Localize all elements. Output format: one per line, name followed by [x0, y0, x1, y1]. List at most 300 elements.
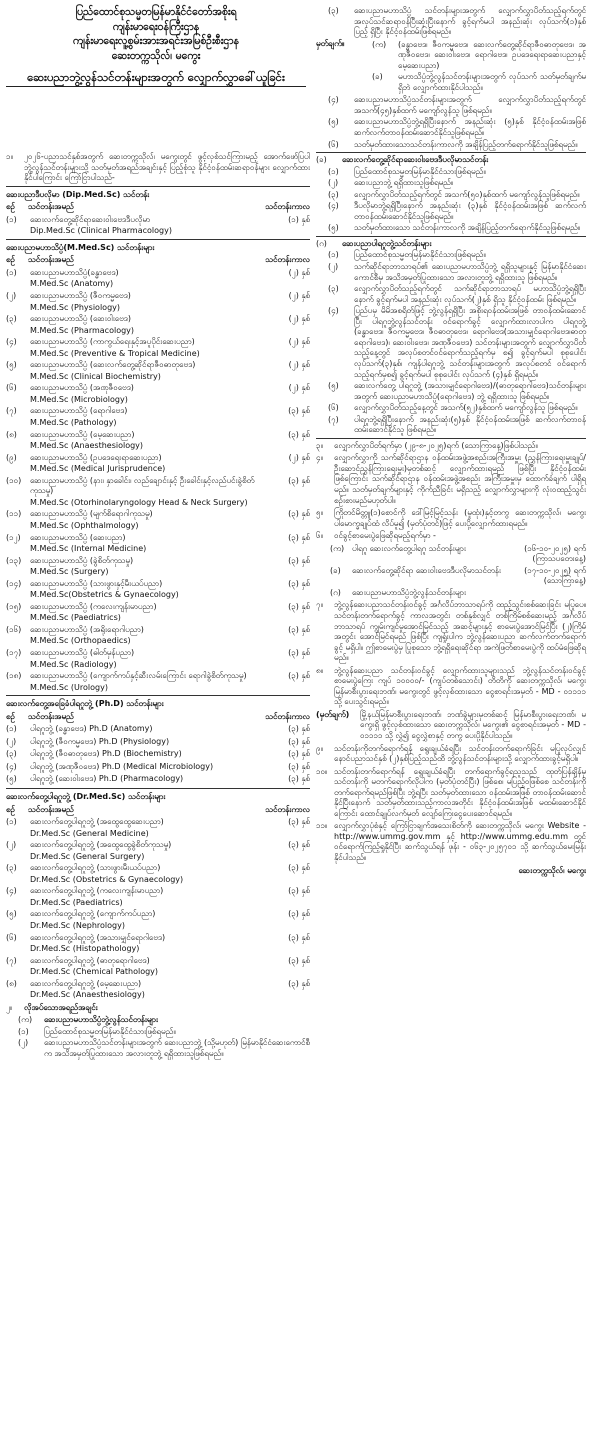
schedule-date: (၁၆-၁၀-၂၀၂၅) ရက် (ကြာသပတေးနေ့) [524, 543, 586, 564]
requirement-item [6, 1027, 310, 1038]
requirement-text: လျှောက်လွှာပိတ်သည့်နေ့တွင် အသက်(၅၂)နှစ်ထက် မကျော်လွန်သူ ဖြစ်ရမည်။ [354, 403, 578, 413]
course-duration: (၂) နှစ် [288, 383, 310, 393]
paragraph-number: ၇။ [316, 600, 323, 610]
course-name: ဆေးပညာမဟာသိပ္ပံ (မေ့ဆေးပညာ) [30, 429, 135, 439]
course-number: (၇) [6, 955, 17, 965]
requirement-number: (၃) [328, 284, 339, 294]
requirement-item [6, 1038, 310, 1059]
course-english-name: Dr.Med.Sc (General Medicine) [30, 828, 149, 838]
requirement-text: လျှောက်လွှာပိတ်သည့်ရက်တွင် သက်ဆိုင်ရာဘာသာရပ် မဟာသိပ္ပံဘွဲ့ရရှိပြီးနောက် ခွင့်ရက်မပါ အနည်းဆုံး လုပ်သက်(၂)နှစ် ရှိသူ နိုင်ငံ့ဝန်ထမ်း ဖြစ်ရမည်။ [354, 284, 586, 304]
requirement-section-heading [316, 155, 586, 166]
requirements-number: ၂။ [6, 1002, 13, 1012]
course-row [6, 405, 310, 418]
requirement-number: (က) [372, 39, 387, 49]
col-no-header: စဉ် [6, 255, 15, 265]
left-column [6, 150, 310, 1061]
requirement-number: (၂) [328, 178, 339, 188]
course-row [6, 313, 310, 326]
requirement-item [316, 381, 586, 402]
requirement-item [316, 415, 586, 436]
numbered-paragraph [316, 821, 586, 863]
requirement-number: (၅) [328, 223, 339, 233]
paragraph-number: ၁၁။ [316, 821, 328, 831]
numbered-paragraph [316, 453, 586, 506]
course-number: (၃) [6, 863, 17, 873]
paragraph-number: ၉။ [316, 743, 323, 753]
course-row [6, 290, 310, 303]
bank-note [316, 710, 586, 742]
requirements-heading [6, 1003, 310, 1014]
requirement-number: (၂) [18, 1038, 29, 1048]
course-name: ဆေးလက်တွေ့ပါရဂူဘွဲ့ (အသားမျှင်ရောဂါဗေဒ) [30, 932, 166, 942]
requirement-number: (၆) [328, 139, 339, 149]
section-letter: (ဂ) [316, 238, 327, 248]
course-number: (၁၅) [6, 601, 22, 611]
course-row [6, 578, 310, 591]
paragraph-number: ၅။ [316, 508, 323, 518]
course-number: (၂) [6, 840, 17, 850]
section-divider [316, 152, 586, 153]
course-number: (၉) [6, 452, 17, 462]
intro-text: ၂၀၂၆-ပညာသင်နှစ်အတွက် ဆေးတက္ကသိုလ်၊ မကွေးတွင် ဖွင့်လှစ်သင်ကြားမည့် အောက်ဖော်ပြပါ ဘွဲ့လွန်သင်တန်းများသို့ သတ်မှတ်အရည်အချင်းနှင့် ပြည့်စုံသူ နိုင်ငံ့ဝန်ထမ်းဆရာဝန်များ လျှောက်ထားနိုင်ပါကြောင်း ကြော်ငြာပါသည်- [24, 152, 310, 183]
course-row [6, 475, 310, 498]
course-name: ဆေးလက်တွေ့ပါရဂူဘွဲ့ (အထွေထွေခွဲစိတ်ကုသမှု) [30, 840, 172, 850]
requirement-text: သက်ဆိုင်ရာဘာသာရပ်၏ ဆေးပညာမဟာသိပ္ပံဘွဲ့ ရရှိသူများနှင့် မြန်မာနိုင်ငံဆေးကောင်စီမှ အသိအမှတ်ပြုထားသော အလားတူဘွဲ့ ရရှိထားသူ ဖြစ်ရမည်။ [354, 262, 586, 282]
course-duration: (၁) နှစ် [288, 214, 310, 224]
course-row [6, 555, 310, 568]
requirement-number: (၅) [328, 117, 339, 127]
course-row [6, 885, 310, 898]
intro-number: ၁။ [6, 152, 13, 161]
requirement-item [316, 403, 586, 414]
course-duration: (၃) နှစ် [288, 647, 310, 657]
course-name: ဆေးပညာမဟာသိပ္ပံ (အဏုဇီဝဗေဒ) [30, 383, 134, 393]
requirement-item [316, 223, 586, 234]
course-number: (၁) [6, 724, 17, 734]
issuer-signature: ဆေးတက္ကသိုလ်၊ မကွေး [518, 865, 586, 875]
requirement-number: (၃) [328, 6, 339, 15]
section-title: ဆေးလက်တွေ့ဆိုင်ရာဆေးဝါးဗေဒဒီပလိုမာသင်တန်း [342, 155, 489, 165]
col-name-header: သင်တန်းအမည် [28, 804, 74, 814]
col-no-header: စဉ် [6, 804, 15, 814]
course-row [6, 816, 310, 829]
course-number: (၇) [6, 406, 17, 416]
course-number: (၄) [6, 886, 17, 896]
paragraph-number: ၁၀။ [316, 766, 328, 776]
requirement-item [316, 178, 586, 189]
requirement-text: ဆေးပညာဘွဲ့ ရရှိထားသူဖြစ်ရမည်။ [354, 178, 454, 188]
course-number: (၁၀) [6, 475, 22, 485]
course-duration: (၂) နှစ် [288, 337, 310, 347]
course-duration: (၃) နှစ် [288, 978, 310, 988]
requirement-number: (၁) [328, 166, 339, 176]
requirement-number: (၄) [328, 201, 339, 211]
requirement-number: (၁) [328, 250, 339, 260]
requirement-item [316, 190, 586, 201]
course-duration: (၃) နှစ် [288, 555, 310, 565]
course-row [6, 748, 310, 761]
course-duration: (၃) နှစ် [288, 429, 310, 439]
course-duration: (၃) နှစ် [288, 932, 310, 942]
course-number: (၅) [6, 774, 17, 784]
course-duration: (၃) နှစ် [288, 736, 310, 746]
course-english-name: Dr.Med.Sc (Anaesthesiology) [30, 990, 145, 1000]
requirement-item [316, 250, 586, 261]
course-name: ပါရဂူဘွဲ့ (ဇီဝကမ္မဗေဒ) Ph.D (Physiology) [30, 736, 170, 746]
section-title: ဆေးပညာပါရဂူဘွဲ့သင်တန်းများ [342, 238, 432, 248]
requirements-sub-heading [6, 1015, 310, 1026]
drmedsc-section-title: ဆေးလက်တွေ့ပါရဂူဘွဲ့ (Dr.Med.Sc) သင်တန်းများ [6, 791, 166, 801]
course-duration: (၃) နှစ် [288, 532, 310, 542]
course-number: (၆) [6, 383, 17, 393]
course-number: (၈) [6, 978, 17, 988]
requirement-text: သတ်မှတ်ထားသောသင်တန်းကာလကို အချိန်ပြည့်တက်ရောက်နိုင်သူဖြစ်ရမည်။ [354, 139, 578, 149]
course-name: ဆေးပညာမဟာသိပ္ပံ (သားဖွားနှင့်မီးယပ်ပညာ) [30, 578, 163, 588]
course-duration: (၃) နှစ် [288, 886, 310, 896]
header-line-2: ကျန်းမာရေးဝန်ကြီးဌာန [112, 20, 200, 33]
schedule-label: ဆေးလက်တွေ့ဆိုင်ရာ ဆေးဝါးဗေဒဒီပလိုမာသင်တန်း [352, 565, 501, 575]
course-english-name: M.Med.Sc (Surgery) [30, 567, 109, 577]
paragraph-text: လျှောက်လွှာပိတ်ရက်မှာ (၂၉-၈-၂၀၂၅)ရက် (သောကြာနေ့)ဖြစ်ပါသည်။ [334, 440, 538, 450]
course-english-name: M.Med.Sc (Pathology) [30, 418, 117, 428]
course-english-name: M.Med.Sc (Ophthalmology) [30, 520, 139, 530]
requirement-text: ဆေးပညာမဟာသိပ္ပံဘွဲ့ရရှိပြီးနောက် အနည်းဆုံး (၅)နှစ် နိုင်ငံ့ဝန်ထမ်းအဖြစ် ဆက်လက်တာဝန်ထမ်းဆောင်နိုင်သူဖြစ်ရမည်။ [354, 117, 586, 138]
course-duration: (၃) နှစ် [288, 671, 310, 681]
schedule-label: ပါရဂူ ဆေးလက်တွေ့ပါရဂူ သင်တန်းများ [352, 543, 466, 553]
requirement-item [316, 117, 586, 138]
requirement-text: ပြည်ထောင်စုသမ္မတမြန်မာနိုင်ငံသားဖြစ်ရမည်။ [354, 250, 486, 260]
section-divider [6, 186, 310, 187]
course-name: ဆေးလက်တွေ့ပါရဂူဘွဲ့ (သားဖွားမီးယပ်ပညာ) [30, 863, 161, 873]
requirement-item [316, 6, 586, 38]
exam-schedule-heading [316, 531, 586, 542]
course-name: ဆေးပညာမဟာသိပ္ပံ (ကလေးကျန်းမာပညာ) [30, 601, 157, 611]
course-number: (၄) [6, 337, 17, 347]
course-english-name: M.Med.Sc (Otorhinolaryngology Head & Neck Surgery) [30, 497, 248, 507]
course-row [6, 336, 310, 349]
drmedsc-table-header [6, 804, 310, 817]
course-name: ဆေးပညာမဟာသိပ္ပံ (ကာကွယ်ရေးနှင့်အပူပိုင်းဆေးပညာ) [30, 337, 195, 347]
course-name: ဆေးပညာမဟာသိပ္ပံ (ဆေးဝါးဗေဒ) [30, 314, 131, 324]
course-english-name: M.Med.Sc (Physiology) [30, 302, 120, 312]
requirement-number: (၇) [328, 414, 339, 424]
course-english-name: M.Med.Sc(Obstetrics & Gynaecology) [30, 590, 179, 600]
schedule-title: ဝင်ခွင့်စာမေးပွဲဖြေဆိုရမည့်ရက်မှာ - [334, 531, 436, 541]
schedule-letter: (ဂ) [330, 587, 341, 597]
requirement-item [316, 262, 586, 283]
course-duration: (၂) နှစ် [288, 314, 310, 324]
course-duration: (၃) နှစ် [288, 509, 310, 519]
course-english-name: Dr.Med.Sc (Nephrology) [30, 921, 125, 930]
course-english-name: M.Med.Sc (Preventive & Tropical Medicine) [30, 348, 200, 358]
course-number: (၁၈) [6, 671, 22, 681]
note-label: (မှတ်ချက်) [316, 709, 350, 719]
course-row [6, 267, 310, 280]
course-duration: (၃) နှစ် [288, 749, 310, 759]
numbered-paragraph [316, 767, 586, 820]
requirement-number: (၆) [328, 403, 339, 413]
course-duration: (၂) နှစ် [288, 291, 310, 301]
schedule-letter: (က) [330, 543, 345, 553]
course-number: (၁၇) [6, 647, 22, 657]
note-block [316, 39, 586, 95]
paragraph-number: ၆။ [316, 531, 323, 541]
course-number: (၁၁) [6, 509, 22, 519]
phd-section-title: ဆေးလက်တွေ့အခြေခံပါရဂူဘွဲ့ (Ph.D) သင်တန်းများ [6, 699, 164, 709]
course-duration: (၂) နှစ် [288, 267, 310, 277]
requirement-text: ဆေးလက်တွေ့ ပါရဂူဘွဲ့ (အသားမျှင်ရောဂါဗေဒ)/(ဓာတုရောဂါဗေဒ)သင်တန်းများအတွက် ဆေးပညာမဟာသိပ္ပံ(ရောဂါဗေဒ) ဘွဲ့ ရရှိထားသူ ဖြစ်ရမည်။ [354, 381, 586, 401]
course-name: ဆေးပညာမဟာသိပ္ပံ(ခန္ဓာဗေဒ) [30, 267, 119, 277]
course-number: (၅) [6, 360, 17, 370]
col-duration-header: သင်တန်းကာလ [265, 255, 310, 265]
course-name: ဆေးလက်တွေ့ပါရဂူဘွဲ့ (မေ့ဆေးပညာ) [30, 978, 142, 988]
requirement-text: ဒီပလိုမာဘွဲ့ရရှိပြီးနောက် အနည်းဆုံး (၃)နှစ် နိုင်ငံ့ဝန်ထမ်းအဖြစ် ဆက်လက်တာဝန်ထမ်းဆောင်နိုင်သူဖြစ်ရမည်။ [354, 201, 586, 221]
course-english-name: M.Med.Sc (Medical Jurisprudence) [30, 464, 166, 474]
course-row [6, 862, 310, 875]
exam-schedule-row [316, 588, 586, 599]
course-row [6, 908, 310, 921]
course-row [6, 382, 310, 395]
course-name: ဆေးလက်တွေ့ပါရဂူဘွဲ့ (ဓာတုရောဂါဗေဒ) [30, 955, 150, 965]
note-text: မြို့နယ်မြန်မာစီးပွားရေးဘဏ်၊ ဘဏ်ခွဲများမှတစ်ဆင့် မြန်မာစီးပွားရေးဘဏ်၊ မကွေးရှိ ဖွင့်လှစ်ထားသော ဆေးတက္ကသိုလ်၊ မကွေး၏ ငွေစာရင်းအမှတ် - MD - ၀၁၁၁၁ သို့ လွှဲ၍ ငွေလွှဲစာနှင့် တကွ ပေးပို့နိုင်ပါသည်။ [360, 709, 586, 740]
course-row [6, 647, 310, 660]
course-row [6, 452, 310, 465]
requirement-item [360, 40, 586, 72]
course-row [6, 624, 310, 637]
sub-heading-title: ဆေးပညာမဟာသိပ္ပံဘွဲ့လွန်သင်တန်းများ [44, 1015, 158, 1025]
paragraph-text: ဘွဲ့လွန်ဆေးပညာသင်တန်းဝင်ခွင့် အင်္ဂလိပ်ဘာသာရပ်ကို ထည့်သွင်းစစ်ဆေးခြင်း မပြုပေ။ သင်တန်းတက်ရောက်ခွင့် ကာလအတွင်း တစ်နှစ်လျှင် တစ်ကြိမ်စစ်ဆေးမည့် အင်္ဂလိပ်ဘာသာရပ် ကျွမ်းကျင်မှုအောင်မြင်သည့် အဆင့်များနှင့် စာမေးပွဲအောင်မြင်ပြီး (၂)ကြိမ်အတွင်း အောင်မြင်ရမည် ဖြစ်ပြီး ကျရှုံးပါက ဘွဲ့လွန်ဆေးပညာ ဆက်လက်တက်ရောက်ခွင့် မရှိပါ။ ဤစာမေးပွဲမှ ပြုစုသော ဘွဲ့ရရှိရေးဆိုင်ရာ အကဲဖြတ်စာမေးပွဲကို ထပ်မံဖြေဆိုရမည်။ [334, 600, 586, 663]
requirement-item [316, 140, 586, 151]
course-duration: (၃) နှစ် [288, 840, 310, 850]
course-name: ဆေးလက်တွေ့ပါရဂူဘွဲ့ (အထွေထွေဆေးပညာ) [30, 817, 164, 827]
course-row [6, 932, 310, 945]
course-row [6, 978, 310, 991]
course-number: (၂) [6, 291, 17, 301]
course-row [6, 670, 310, 683]
requirement-text: ပြည်ထောင်စုသမ္မတမြန်မာနိုင်ငံသားဖြစ်ရမည်။ [354, 166, 486, 176]
course-english-name: M.Med.Sc (Orthopaedics) [30, 636, 131, 646]
course-name: ဆေးပညာမဟာသိပ္ပံ (ခွဲစိတ်ကုသမှု) [30, 555, 134, 565]
col-name-header: သင်တန်းအမည် [28, 255, 74, 265]
requirement-number: (၂) [328, 262, 339, 272]
numbered-paragraph [316, 666, 586, 708]
course-duration: (၃) နှစ် [288, 955, 310, 965]
requirement-item [316, 201, 586, 222]
requirements-title: လိုအပ်သောအရည်အချင်း [24, 1002, 98, 1012]
requirement-text: ပြည်ထောင်စုသမ္မတမြန်မာနိုင်ငံသားဖြစ်ရမည်။ [44, 1026, 176, 1036]
requirement-text: (ခန္ဓာဗေဒ၊ ဇီဝကမ္မဗေဒ၊ ဆေးလက်တွေ့ဆိုင်ရာဇီဝဓာတုဗေဒ၊ အဏုဇီဝဗေဒ၊ ဆေးဝါးဗေဒ၊ ရောဂါဗေဒ၊ ဥပဒေရေးရာဆေးပညာနှင့် မေ့ဆေးပညာ) [398, 39, 586, 70]
course-english-name: M.Med.Sc (Paediatrics) [30, 613, 121, 623]
exam-schedule-row [316, 544, 586, 565]
sub-heading-letter: (က) [18, 1015, 33, 1025]
course-row [6, 214, 310, 227]
requirement-text: ပါရဂူဘွဲ့ရရှိပြီးနောက် အနည်းဆုံး(၅)နှစ် နိုင်ငံ့ဝန်ထမ်းအဖြစ် ဆက်လက်တာဝန်ထမ်းဆောင်နိုင်သူ ဖြစ်ရမည်။ [354, 414, 586, 435]
course-number: (၁၃) [6, 555, 22, 565]
header-line-4: ဆေးတက္ကသိုလ်၊ မကွေး [111, 50, 201, 63]
dip-section-title: ဆေးပညာဒီပလိုမာ (Dip.Med.Sc) သင်တန်း [6, 189, 150, 199]
phd-table-header [6, 711, 310, 724]
course-duration: (၃) နှစ် [288, 578, 310, 588]
course-number: (၄) [6, 761, 17, 771]
requirement-text: မဟာသိပ္ပံဘွဲ့လွန်သင်တန်းများအတွက် လုပ်သက် သတ်မှတ်ချက်မရှိဘဲ လျှောက်ထားနိုင်ပါသည်။ [398, 72, 586, 92]
course-row [6, 532, 310, 545]
course-row [6, 839, 310, 852]
requirement-number: (ခ) [372, 72, 383, 82]
header-line-1: ပြည်ထောင်စုသမ္မတမြန်မာနိုင်ငံတော်အစိုးရ [75, 6, 237, 18]
course-english-name: M.Med.Sc (Clinical Biochemistry) [30, 371, 161, 381]
requirement-item [316, 95, 586, 116]
course-english-name: M.Med.Sc (Internal Medicine) [30, 544, 147, 554]
course-name: ဆေးပညာမဟာသိပ္ပံ (ဓါတ်မှန်ပညာ) [30, 647, 135, 657]
requirement-text: ပြည်ပမှ မိမိအစရိတ်ဖြင့် ဘွဲ့လွန်ရရှိပြီး အစိုးရဝန်ထမ်းအဖြစ် တာဝန်ထမ်းဆောင်ပြီး ပါရဂူဘွဲ့လွန်သင်တန်း ဝင်ရောက်ခွင့် လျှောက်ထားလာပါက ပါရဂူဘွဲ့ (ခန္ဓာဗေဒ၊ ဇီဝကမ္မဗေဒ၊ ဇီဝဓာတုဗေဒ၊ ရောဂါဗေဒ(အသားမျှင်ရောဂါဗေဒ၊ဓာတုရောဂါဗေဒ)၊ ဆေးဝါးဗေဒ၊ အဏုဇီဝဗေဒ) သင်တန်းများအတွက် လျှောက်လွှာပိတ်သည့်နေ့တွင် အလုပ်စတင်ဝင်ရောက်သည့်ရက်မှ စ၍ ခွင့်ရက်မပါ စုစုပေါင်း လုပ်သက်(၃)နှစ်၊ ကျန်ပါရဂူဘွဲ့ သင်တန်းများအတွက် အလုပ်စတင် ဝင်ရောက်သည့်ရက်မှစ၍ ခွင့်ရက်မပါ စုစုပေါင်း လုပ်သက် (၄)နှစ် ရှိရမည်။ [354, 306, 586, 379]
course-name: ဆေးပညာမဟာသိပ္ပံ (ဥပဒေရေးရာဆေးပညာ) [30, 452, 162, 462]
course-duration: (၃) နှစ် [288, 601, 310, 611]
course-number: (၈) [6, 429, 17, 439]
course-name: ဆေးပညာမဟာသိပ္ပံ (နား၊ နှာခေါင်း၊ လည်ချောင်းနှင့် ဦးခေါင်းနှင့်လည်ပင်းခွဲစိတ်ကုသမှု) [30, 475, 255, 496]
col-no-header: စဉ် [6, 202, 15, 212]
course-number: (၃) [6, 749, 17, 759]
course-duration: (၃) နှစ် [288, 863, 310, 873]
course-name: ဆေးလက်တွေ့ဆိုင်ရာဆေးဝါးဗေဒဒီပလိုမာ [30, 214, 151, 224]
paragraph-number: ၄။ [316, 453, 323, 463]
course-name: ဆေးပညာမဟာသိပ္ပံ (ဆေးပညာ) [30, 532, 126, 542]
document-header [6, 5, 306, 87]
course-duration: (၃) နှစ် [288, 475, 310, 485]
course-name: ဆေးပညာမဟာသိပ္ပံ (အရိုးရောဂါပညာ) [30, 624, 144, 634]
course-row [6, 429, 310, 442]
paragraph-text: ကြိုတင်မိတ္တူ(၁)စောင်ကို ဒေါ်မြင့်မြင့်သန်း (မှုထုံး)နှင့်တကွ ဆေးတက္ကသိုလ်၊ မကွေး ပါမောက္ခချုပ်ထံ လိပ်မူ၍ (မှတ်ပုံတင်)ဖြင့် ပေးပို့လျှောက်ထားရမည်။ [334, 508, 586, 528]
course-english-name: M.Med.Sc (Microbiology) [30, 394, 128, 404]
course-row [6, 359, 310, 372]
title-underline [6, 86, 306, 87]
course-number: (၃) [6, 314, 17, 324]
dip-table-header [6, 201, 310, 214]
course-english-name: Dr.Med.Sc (Histopathology) [30, 944, 140, 954]
schedule-date [504, 588, 586, 599]
mmedsc-section-title: ဆေးပညာမဟာသိပ္ပံ(M.Med.Sc) သင်တန်းများ [6, 242, 155, 252]
course-row [6, 508, 310, 521]
section-divider [316, 438, 586, 439]
course-number: (၆) [6, 932, 17, 942]
course-row [6, 723, 310, 736]
requirement-number: (၄) [328, 95, 339, 105]
course-duration: (၃) နှစ် [288, 406, 310, 416]
paragraph-number: ၈။ [316, 665, 323, 675]
course-number: (၁) [6, 214, 17, 224]
section-letter: (ခ) [316, 155, 327, 165]
requirement-item [360, 72, 586, 93]
course-number: (၁၆) [6, 624, 22, 634]
paragraph-text: ဘွဲ့လွန်ဆေးပညာ သင်တန်းဝင်ခွင့် လျှောက်ထားသူများသည် ဘွဲ့လွန်သင်တန်းဝင်ခွင့် စာမေးပွဲကြေး ကျပ် ၁၀၀၀၀/- (ကျပ်တစ်သောင်း) တိတိကို ဆေးတက္ကသိုလ်၊ မကွေးမြန်မာစီးပွားရေးဘဏ်၊ မကွေးတွင် ဖွင့်လှစ်ထားသော ငွေစာရင်းအမှတ် - MD - ၀၁၁၁၁ သို့ ပေးသွင်းရမည်။ [334, 665, 586, 707]
course-number: (၁) [6, 817, 17, 827]
course-number: (၁) [6, 267, 17, 277]
course-number: (၂) [6, 736, 17, 746]
requirement-item [316, 306, 586, 380]
course-name: ဆေးလက်တွေ့ပါရဂူဘွဲ့ (ကျောက်ကပ်ပညာ) [30, 909, 156, 919]
requirement-text: ဆေးပညာမဟာသိပ္ပံသင်တန်းများအတွက် လျှောက်လွှာပိတ်သည့်ရက်တွင် အသက်(၄၅)နှစ်ထက် မကျော်လွန်သူ ဖြစ်ရမည်။ [354, 95, 586, 115]
course-row [6, 601, 310, 614]
schedule-letter: (ခ) [330, 565, 341, 575]
course-english-name: M.Med.Sc (Pharmacology) [30, 325, 135, 335]
requirement-item [316, 284, 586, 305]
numbered-paragraph [316, 744, 586, 765]
requirement-text: လျှောက်လွှာပိတ်သည့်ရက်တွင် အသက်(၅၀)နှစ်ထက် မကျော်လွန်သူဖြစ်ရမည်။ [354, 189, 580, 199]
section-divider [316, 236, 586, 237]
course-name: ပါရဂူဘွဲ့ (ဇီဝဓာတုဗေဒ) Ph.D (Biochemistry) [30, 749, 182, 759]
course-number: (၅) [6, 909, 17, 919]
course-duration: (၃) နှစ် [288, 774, 310, 784]
numbered-paragraph [316, 441, 586, 452]
paragraph-text: လျှောက်လွှာကို သက်ဆိုင်ရာဌာန ဝန်ထမ်းအဖွဲ့အစည်းအကြီးအမှူး (ညွှန်ကြားရေးမှူးချုပ်/ဦးဆောင်ညွှန်ကြားရေးမှူး)မှတစ်ဆင့် လျှောက်ထားရမည် ဖြစ်ပြီး နိုင်ငံ့ဝန်ထမ်းဖြစ်ကြောင်း သက်ဆိုင်ရာဌာန ဝန်ထမ်းအဖွဲ့အစည်း အကြီးအမှူးမှ ထောက်ခံချက် ပါရှိရမည်။ သတ်မှတ်ချက်များနှင့် ကိုက်ညီခြင်း မရှိသည့် လျှောက်လွှာများကို လုံးဝထည့်သွင်းစဉ်းစားမည်မဟုတ်ပါ။ [334, 453, 586, 505]
requirement-section-heading [316, 239, 586, 250]
col-duration-header: သင်တန်းကာလ [265, 804, 310, 814]
course-name: ဆေးပညာမဟာသိပ္ပံ (ဇီဝကမ္မဗေဒ) [30, 291, 131, 301]
course-number: (၁၄) [6, 578, 22, 588]
requirement-number: (၅) [328, 381, 339, 391]
document-title: ဆေးပညာဘွဲ့လွန်သင်တန်းများအတွက် လျှောက်လွှာခေါ်ယူခြင်း [27, 69, 285, 84]
requirement-text: သတ်မှတ်ထားသော သင်တန်းကာလကို အချိန်ပြည့်တက်ရောက်နိုင်သူဖြစ်ရမည်။ [354, 223, 581, 233]
course-english-name: Dr.Med.Sc (Obstetrics & Gynaecology) [30, 874, 184, 884]
section-divider [6, 695, 310, 696]
course-english-name: M.Med.Sc (Anaesthesiology) [30, 441, 144, 451]
course-english-name: M.Med.Sc (Anatomy) [30, 279, 114, 289]
exam-schedule-row [316, 566, 586, 587]
course-row [6, 736, 310, 749]
section-divider [6, 239, 310, 240]
course-row [6, 761, 310, 774]
course-duration: (၃) နှစ် [288, 761, 310, 771]
course-name: ပါရဂူဘွဲ့ (ခန္ဓာဗေဒ) Ph.D (Anatomy) [30, 724, 153, 734]
numbered-paragraph [316, 508, 586, 529]
course-name: ပါရဂူဘွဲ့ (အဏုဇီဝဗေဒ) Ph.D (Medical Microbiology) [30, 761, 214, 771]
course-duration: (၃) နှစ် [288, 624, 310, 634]
course-duration: (၃) နှစ် [288, 817, 310, 827]
course-english-name: Dr.Med.Sc (Chemical Pathology) [30, 967, 159, 977]
mmedsc-table-header [6, 254, 310, 267]
requirement-number: (၃) [328, 189, 339, 199]
intro-paragraph [6, 152, 310, 184]
course-name: ဆေးပညာမဟာသိပ္ပံ (မျက်စိရောဂါကုသမှု) [30, 509, 153, 519]
paragraph-number: ၃။ [316, 440, 323, 450]
note-body [360, 39, 586, 95]
col-no-header: စဉ် [6, 711, 15, 721]
course-name: ဆေးပညာမဟာသိပ္ပံ (ဆေးလက်တွေ့ဆိုင်ရာဇီဝဓာတုဗေဒ) [30, 360, 196, 370]
requirement-text: ဆေးပညာမဟာသိပ္ပံသင်တန်းများအတွက် ဆေးပညာဘွဲ့ (သို့မဟုတ်) မြန်မာနိုင်ငံဆေးကောင်စီက အသိအမှတ်ပြုထားသော အလားတူဘွဲ့ ရရှိထားသူဖြစ်ရမည်။ [44, 1038, 310, 1059]
requirement-number: (၁) [18, 1026, 29, 1036]
requirement-item [316, 167, 586, 178]
note-label: မှတ်ချက်။ [316, 38, 345, 48]
course-duration: (၂) နှစ် [288, 452, 310, 462]
section-divider [6, 788, 310, 789]
paragraph-text: သင်တန်းကိုတက်ရောက်ရန် ရွေးချယ်ခံရပြီး သင်တန်းတက်ရောက်ခြင်း မပြုလုပ်လျှင် နောင်ပညာသင်နှစ် (၂)နှစ်ပြည့်သည်ထိ ဘွဲ့လွန်သင်တန်းများသို့ လျှောက်ထားခွင့်မရှိပါ။ [334, 743, 586, 764]
paragraph-text: လျှောက်လွှာပုံစံနှင့် ကြော်ငြာချက်အသေးစိတ်ကို ဆေးတက္ကသိုလ်၊ မကွေး Website - http://www.ummg.gov.mm နှင့် http://www.ummg.edu.mm တွင် ဝင်ရောက်ကြည့်ရှုနိုင်ပြီး ဆက်သွယ်ရန် ဖုန်း - ၀၆၃-၂၀၂၅၇၀၁ သို့ ဆက်သွယ်မေးမြန်းနိုင်ပါသည်။ [334, 821, 586, 863]
course-name: ပါရဂူဘွဲ့ (ဆေးဝါးဗေဒ) Ph.D (Pharmacology) [30, 774, 184, 784]
course-duration: (၂) နှစ် [288, 360, 310, 370]
course-english-name: Dr.Med.Sc (General Surgery) [30, 851, 145, 861]
course-english-name: Dip.Med.Sc (Clinical Pharmacology) [30, 226, 172, 236]
course-row [6, 773, 310, 786]
course-duration: (၃) နှစ် [288, 909, 310, 919]
course-name: ဆေးပညာမဟာသိပ္ပံ (ရောဂါဗေဒ) [30, 406, 128, 416]
course-name: ဆေးလက်တွေ့ပါရဂူဘွဲ့ (ကလေးကျန်းမာပညာ) [30, 886, 164, 896]
course-number: (၁၂) [6, 532, 21, 542]
col-name-header: သင်တန်းအမည် [28, 711, 74, 721]
schedule-label: ဆေးပညာမဟာသိပ္ပံဘွဲ့လွန်သင်တန်းများ [352, 587, 466, 597]
requirement-text: ဆေးပညာမဟာသိပ္ပံ သင်တန်းများအတွက် လျှောက်လွှာပိတ်သည့်ရက်တွင် အလုပ်သင်ဆရာဝန်ပြီးဆုံးပြီးနောက် ခွင့်ရက်မပါ အနည်းဆုံး လုပ်သက်(၁)နှစ်ပြည့် ရှိပြီး နိုင်ငံ့ဝန်ထမ်းဖြစ်ရမည်။ [354, 6, 586, 37]
schedule-date: (၁၇-၁၀-၂၀၂၅) ရက် (သောကြာနေ့) [524, 565, 586, 586]
course-english-name: M.Med.Sc (Radiology) [30, 659, 117, 669]
numbered-paragraph [316, 600, 586, 663]
